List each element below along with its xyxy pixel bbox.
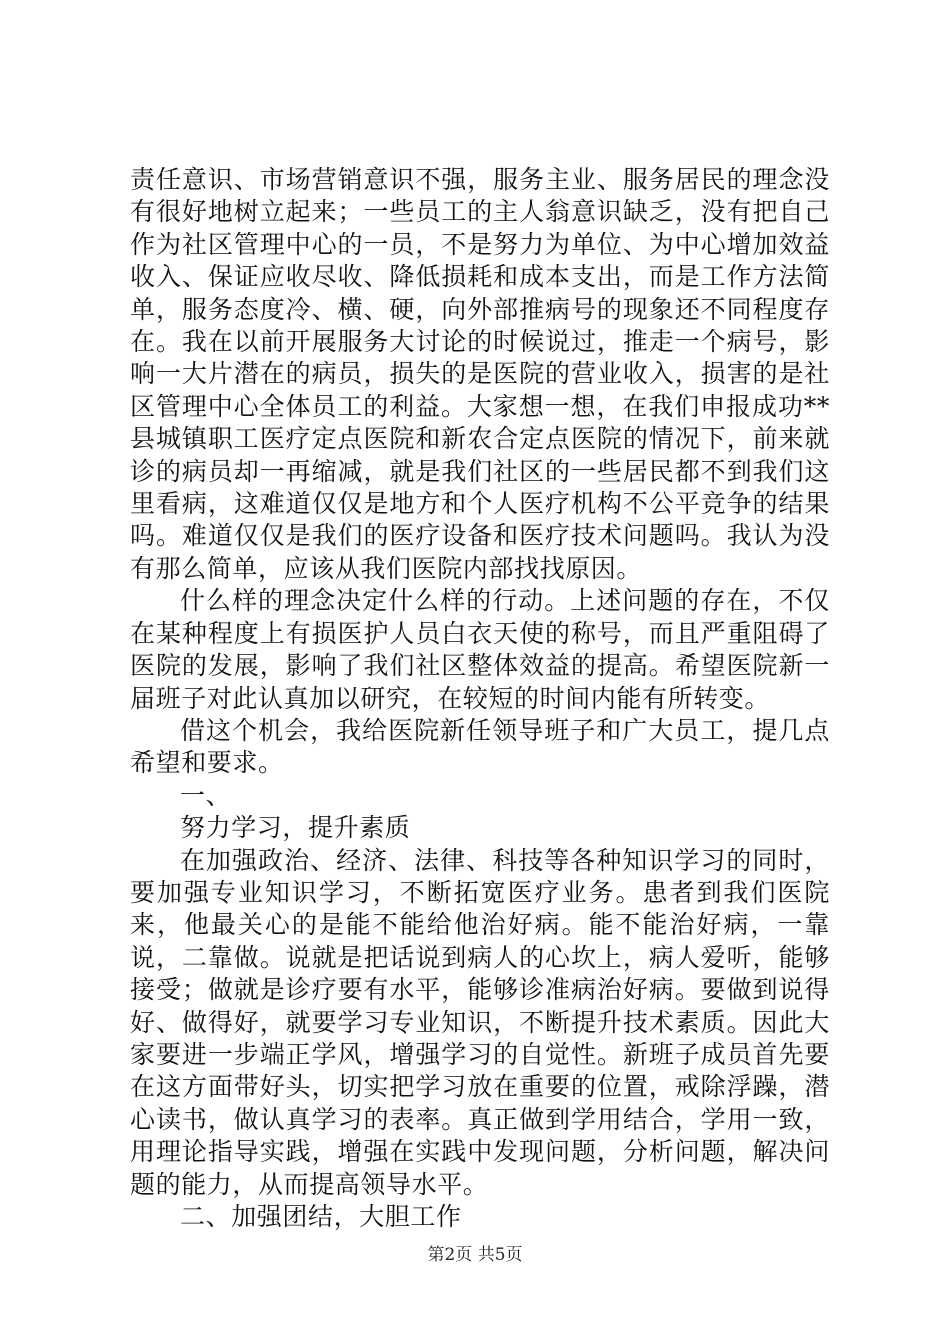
section-number-one: 一、: [180, 780, 232, 810]
document-body: [130, 164, 830, 1233]
section-heading-study: 努力学习，提升素质: [180, 813, 411, 843]
paragraph-opportunity: 借这个机会，我给医院新任领导班子和广大员工，提几点希望和要求。: [130, 715, 830, 778]
page-footer: 第2页 共5页: [427, 1245, 523, 1265]
section-heading-unity: 二、加强团结，大胆工作: [180, 1202, 462, 1231]
paragraph-concept: 什么样的理念决定什么样的行动。上述问题的存在，不仅在某种程度上有损医护人员白衣天使的称号，而且严重阻碍了医院的发展，影响了我们社区整体效益的提高。希望医院新一届班子对此认真加以研究，在较短的时间内能有所转变。: [130, 586, 830, 713]
paragraph-study: 在加强政治、经济、法律、科技等各种知识学习的同时，要加强专业知识学习，不断拓宽医疗业务。患者到我们医院来，他最关心的是能不能给他治好病。能不能治好病，一靠说，二靠做。说就是把话说到病人的心坎上，病人爱听，能够接受；做就是诊疗要有水平，能够诊准病治好病。要做到说得好、做得好，就要学习专业知识，不断提升技术素质。因此大家要进一步端正学风，增强学习的自觉性。新班子成员首先要在这方面带好头，切实把学习放在重要的位置，戒除浮躁，潜心读书，做认真学习的表率。真正做到学用结合，学用一致，用理论指导实践，增强在实践中发现问题，分析问题，解决问题的能力，从而提高领导水平。: [130, 845, 830, 1199]
paragraph-responsibility: 责任意识、市场营销意识不强，服务主业、服务居民的理念没有很好地树立起来；一些员工的主人翁意识缺乏，没有把自己作为社区管理中心的一员，不是努力为单位、为中心增加效益收入、保证应收尽收、降低损耗和成本支出，而是工作方法简单，服务态度冷、横、硬，向外部推病号的现象还不同程度存在。我在以前开展服务大讨论的时候说过，推走一个病号，影响一大片潜在的病员，损失的是医院的营业收入，损害的是社区管理中心全体员工的利益。大家想一想，在我们申报成功**县城镇职工医疗定点医院和新农合定点医院的情况下，前来就诊的病员却一再缩减，就是我们社区的一些居民都不到我们这里看病，这难道仅仅是地方和个人医疗机构不公平竞争的结果吗。难道仅仅是我们的医疗设备和医疗技术问题吗。我认为没有那么简单，应该从我们医院内部找找原因。: [130, 165, 830, 583]
